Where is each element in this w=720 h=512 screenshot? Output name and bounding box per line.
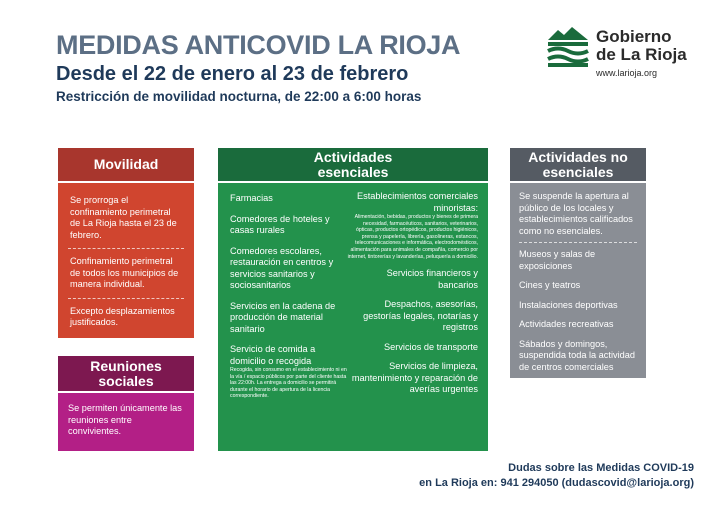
mountain-logo-icon — [546, 24, 590, 68]
date-range: Desde el 22 de enero al 23 de febrero — [56, 63, 409, 85]
esenciales-body — [218, 183, 488, 451]
list-item: Comedores de hoteles y casas rurales — [230, 213, 330, 235]
reuniones-heading: Reuniones sociales — [58, 356, 194, 391]
esenciales-heading: Actividades esenciales — [218, 148, 488, 181]
divider — [68, 248, 184, 249]
esenciales-left-column — [230, 193, 348, 400]
list-item: Servicios de transporte — [384, 341, 478, 352]
noesenciales-body — [510, 183, 646, 378]
page-title: MEDIDAS ANTICOVID LA RIOJA — [56, 30, 461, 60]
list-item: Sábados y domingos, suspendida toda la actividad de centros comerciales — [519, 338, 635, 372]
gobierno-logo — [546, 22, 706, 82]
comida-detail: Recogida, sin consumo en el establecimiento ni en la vía / espacio públicos por parte del cliente hasta las 22:00h. La entrega a domicilio se permitirá durante el horario de apertura de la licencia correspondiente. — [230, 367, 347, 400]
logo-url: www.larioja.org — [596, 68, 658, 78]
list-item: Servicios en la cadena de producción de material sanitario — [230, 300, 336, 334]
list-item: Establecimientos comerciales minoristas: — [356, 191, 478, 213]
noesenciales-intro: Se suspende la apertura al público de los locales y establecimientos calificados como no esenciales. — [519, 191, 633, 236]
movilidad-panel — [58, 148, 194, 338]
esenciales-right-column — [346, 191, 478, 404]
list-item: Museos y salas de exposiciones — [519, 249, 596, 271]
list-item: Instalaciones deportivas — [519, 299, 618, 310]
reuniones-panel — [58, 356, 194, 451]
contact-line-2: en La Rioja en: 941 294050 (dudascovid@larioja.org) — [419, 477, 694, 489]
list-item: Comedores escolares, restauración en centros y servicios sanitarios y sociosanitarios — [230, 245, 334, 290]
logo-name: Gobierno de La Rioja — [596, 27, 687, 64]
esenciales-panel — [218, 148, 488, 451]
movilidad-body — [58, 183, 194, 338]
list-item: Se prorroga el confinamiento perimetral de La Rioja hasta el 23 de febrero. — [70, 195, 177, 240]
list-item: Confinamiento perimetral de todos los municipios de manera individual. — [70, 256, 179, 289]
noesenciales-panel — [510, 148, 646, 378]
list-item: Farmacias — [230, 193, 273, 203]
minoristas-detail: Alimentación, bebidas, productos y bienes de primera necesidad, farmacéuticos, sanitarios, veterinarios, ópticas, productos ortopédicos, productos higiénicos, prensa y papelería, librería, gasolineras, estancos, telecomunicaciones e informática, electrodomésticos, alimentación para animales de compañía, comercio por internet, tintorerías y lavanderías, peluquería a domicilio. — [347, 214, 478, 260]
noesenciales-heading: Actividades no esenciales — [510, 148, 646, 181]
list-item: Cines y teatros — [519, 280, 581, 290]
reuniones-body: Se permiten únicamente las reuniones entre convivientes. — [58, 393, 194, 451]
night-restriction: Restricción de movilidad nocturna, de 22:00 a 6:00 horas — [56, 89, 422, 104]
list-item: Actividades recreativas — [519, 319, 614, 329]
contact-line-1: Dudas sobre las Medidas COVID-19 — [508, 462, 694, 474]
list-item: Servicios de limpieza, mantenimiento y reparación de averías urgentes — [351, 361, 478, 395]
list-item: Excepto desplazamientos justificados. — [70, 305, 175, 327]
divider — [68, 298, 184, 299]
list-item: Despachos, asesorías, gestorías legales, notarías y registros — [363, 299, 478, 333]
movilidad-heading: Movilidad — [58, 148, 194, 181]
list-item: Servicios financieros y bancarios — [386, 268, 478, 290]
divider — [519, 242, 637, 243]
list-item: Servicio de comida a domicilio o recogida — [230, 344, 316, 366]
